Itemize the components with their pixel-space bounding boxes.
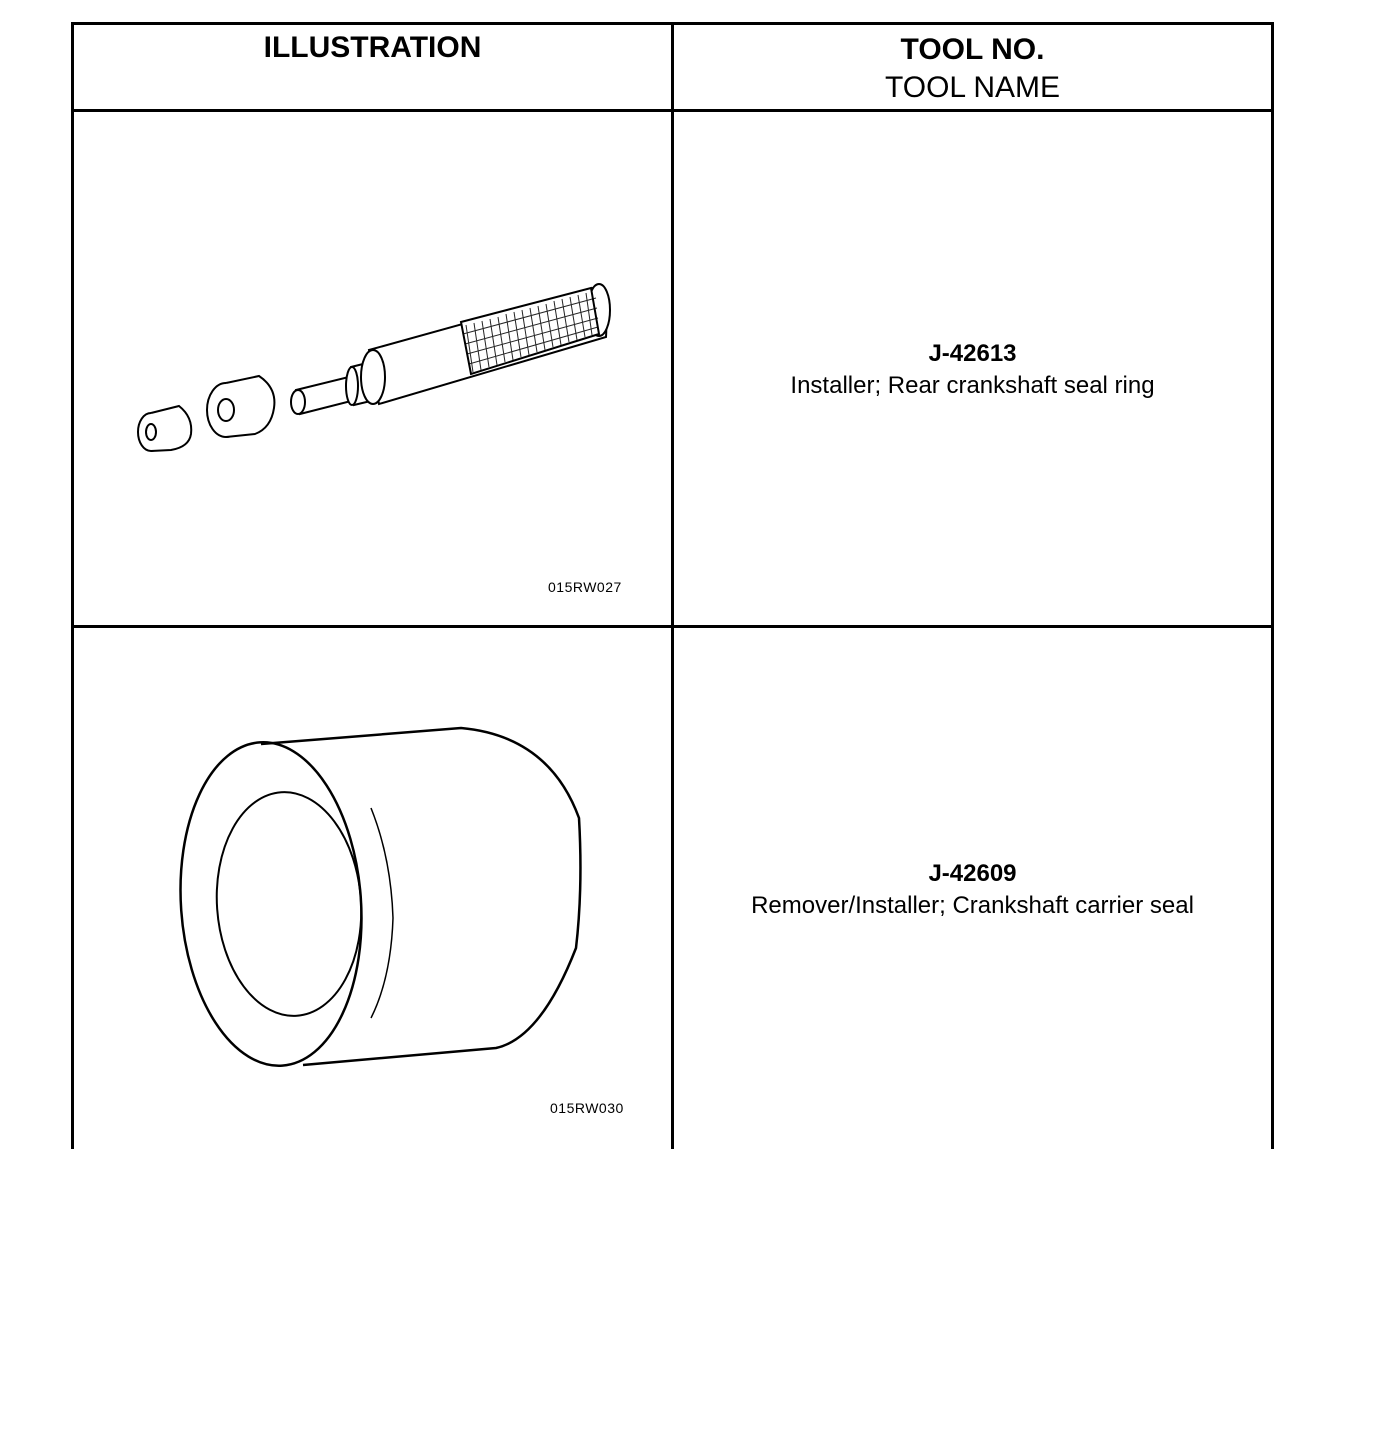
tool-name: Remover/Installer; Crankshaft carrier seal: [751, 892, 1194, 919]
tool-info-cell: [674, 338, 1271, 402]
header-tool-cell: [674, 32, 1271, 106]
tool-no-header: TOOL NO.: [900, 33, 1045, 66]
tool-number: J-42609: [928, 860, 1017, 887]
seal-remover-installer-illustration: [71, 628, 671, 1148]
illustration-header: ILLUSTRATION: [263, 31, 482, 64]
figure-code: 015RW030: [550, 1100, 624, 1116]
table-right-border: [1271, 22, 1274, 1149]
column-divider: [671, 22, 674, 1149]
figure-code: 015RW027: [548, 579, 622, 595]
special-tools-table: [71, 22, 1274, 1149]
tool-name: Installer; Rear crankshaft seal ring: [790, 372, 1155, 399]
tool-name-header: TOOL NAME: [884, 71, 1061, 104]
header-illustration-cell: [74, 30, 671, 66]
tool-info-cell: [674, 858, 1271, 922]
tool-number: J-42613: [928, 340, 1017, 367]
installer-tool-illustration: [71, 112, 671, 612]
